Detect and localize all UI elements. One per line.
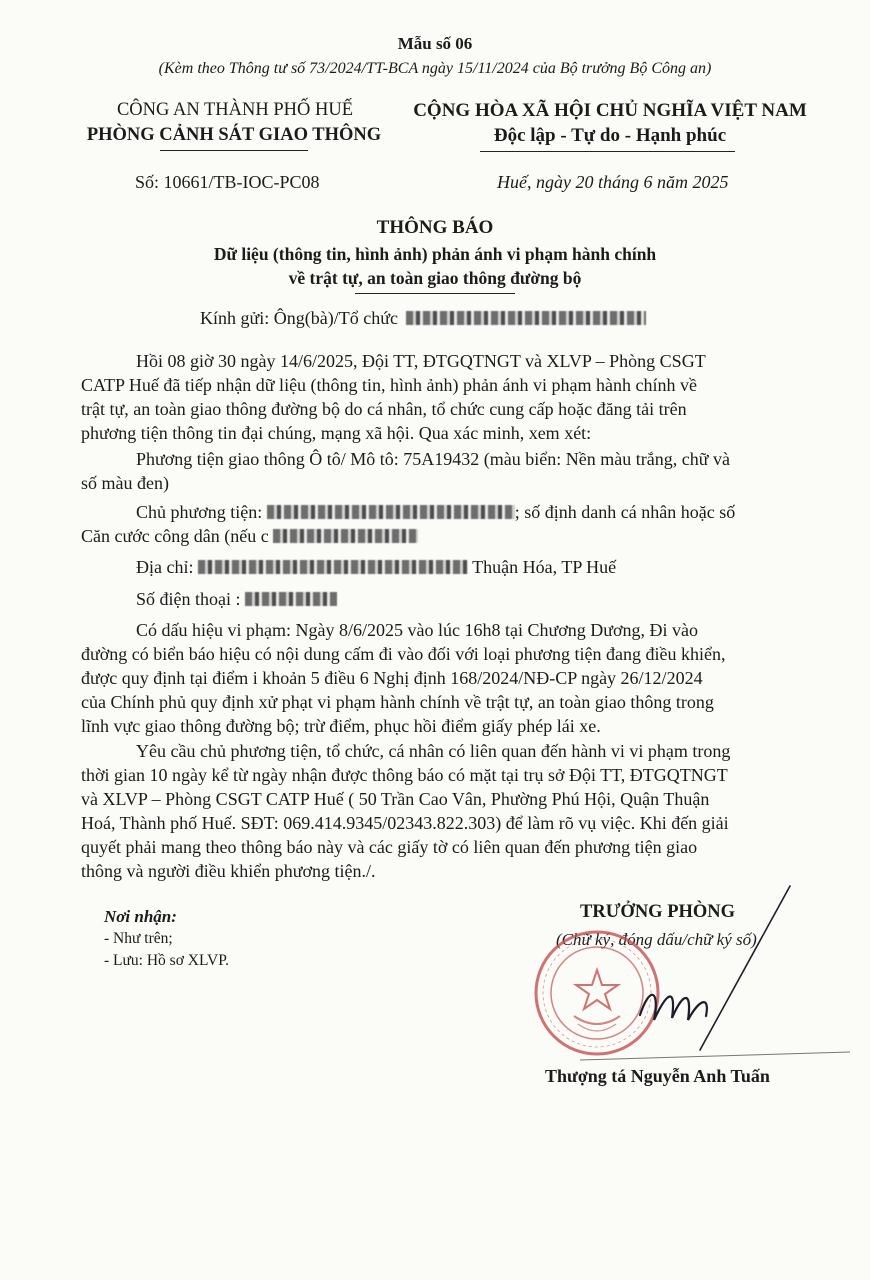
request-line3: và XLVP – Phòng CSGT CATP Huế ( 50 Trần Cao Vân, Phường Phú Hội, Quận Thuận [81,789,710,809]
recipient-item-1: - Như trên; [104,930,173,947]
phone-line [136,587,337,611]
handwritten-signature-icon [550,880,870,1070]
nation-line1: CỘNG HÒA XÃ HỘI CHỦ NGHĨA VIỆT NAM [413,100,807,121]
vehicle-line1: Phương tiện giao thông Ô tô/ Mô tô: 75A19432 (màu biển: Nền màu trắng, chữ và [136,449,730,469]
owner-suffix: ; số định danh cá nhân hoặc số [514,502,736,522]
redacted-id [273,529,418,543]
attachment-note: (Kèm theo Thông tư số 73/2024/TT-BCA ngày 15/11/2024 của Bộ trưởng Bộ Công an) [158,60,712,77]
body-p1-line1: Hồi 08 giờ 30 ngày 14/6/2025, Đội TT, ĐTGQTNGT và XLVP – Phòng CSGT [136,351,706,371]
violation-line5: lĩnh vực giao thông đường bộ; trừ điểm, phục hồi điểm giấy phép lái xe. [81,716,601,736]
place-date: Huế, ngày 20 tháng 6 năm 2025 [497,172,729,192]
owner-prefix: Chủ phương tiện: [136,502,263,522]
recipient-item-2: - Lưu: Hồ sơ XLVP. [104,952,229,969]
body-p1-line2: CATP Huế đã tiếp nhận dữ liệu (thông tin, hình ảnh) phản ánh vi phạm hành chính về [81,375,697,395]
recipients [104,906,229,972]
request-line5: quyết phải mang theo thông báo này và các giấy tờ có liên quan đến phương tiện giao [81,837,698,857]
redacted-address [198,560,468,574]
request-line6: thông và người điều khiển phương tiện./. [81,861,376,881]
document-subtitle-line1: Dữ liệu (thông tin, hình ảnh) phản ánh vi phạm hành chính [213,244,657,264]
agency-underline [160,150,308,151]
nation-motto: Độc lập - Tự do - Hạnh phúc [493,125,727,146]
violation-line1: Có dấu hiệu vi phạm: Ngày 8/6/2025 vào lúc 16h8 tại Chương Dương, Đi vào [136,620,698,640]
document-subtitle-line2: về trật tự, an toàn giao thông đường bộ [288,268,582,288]
address-line [136,555,616,579]
redacted-owner [267,505,515,519]
motto-underline [480,151,735,152]
violation-line2: đường có biển báo hiệu có nội dung cấm đi vào đối với loại phương tiện đang điều khiển, [81,644,726,664]
redacted-name [406,311,646,325]
request-line2: thời gian 10 ngày kể từ ngày nhận được thông báo có mặt tại trụ sở Đội TT, ĐTGQTNGT [81,765,728,785]
signer-name: Thượng tá Nguyễn Anh Tuấn [545,1066,770,1086]
body-p1-line4: phương tiện thông tin đại chúng, mạng xã hội. Qua xác minh, xem xét: [81,423,592,443]
addressee-prefix: Kính gửi: Ông(bà)/Tổ chức [200,308,398,328]
signer-position: TRƯỞNG PHÒNG [580,902,736,922]
violation-line3: được quy định tại điểm i khoản 5 điều 6 Nghị định 168/2024/NĐ-CP ngày 26/12/2024 [81,668,703,688]
vehicle-line2: số màu đen) [81,473,169,493]
document-number: Số: 10661/TB-IOC-PC08 [135,172,320,192]
title-underline [355,293,515,294]
phone-prefix: Số điện thoại : [136,589,241,609]
redacted-phone [245,592,337,606]
agency-line1: CÔNG AN THÀNH PHỐ HUẾ [116,100,354,120]
recipients-label: Nơi nhận: [104,907,177,926]
address-prefix: Địa chỉ: [136,557,194,577]
document-title: THÔNG BÁO [376,217,494,238]
address-suffix: Thuận Hóa, TP Huế [472,557,617,577]
addressee [200,306,646,330]
agency-line2: PHÒNG CẢNH SÁT GIAO THÔNG [86,125,382,145]
request-line4: Hoá, Thành phố Huế. SĐT: 069.414.9345/02343.822.303) để làm rõ vụ việc. Khi đến giải [81,813,729,833]
signature-note: (Chữ ký, đóng dấu/chữ ký số) [556,930,757,949]
form-number: Mẫu số 06 [397,34,473,53]
request-line1: Yêu cầu chủ phương tiện, tổ chức, cá nhân có liên quan đến hành vi vi phạm trong [136,741,731,761]
owner-line [136,500,735,524]
violation-line4: của Chính phủ quy định xử phạt vi phạm hành chính về trật tự, an toàn giao thông trong [81,692,714,712]
body-p1-line3: trật tự, an toàn giao thông đường bộ do cá nhân, tổ chức cung cấp hoặc đăng tải trên [81,399,687,419]
id-line [81,524,418,548]
id-prefix: Căn cước công dân (nếu c [81,526,269,546]
